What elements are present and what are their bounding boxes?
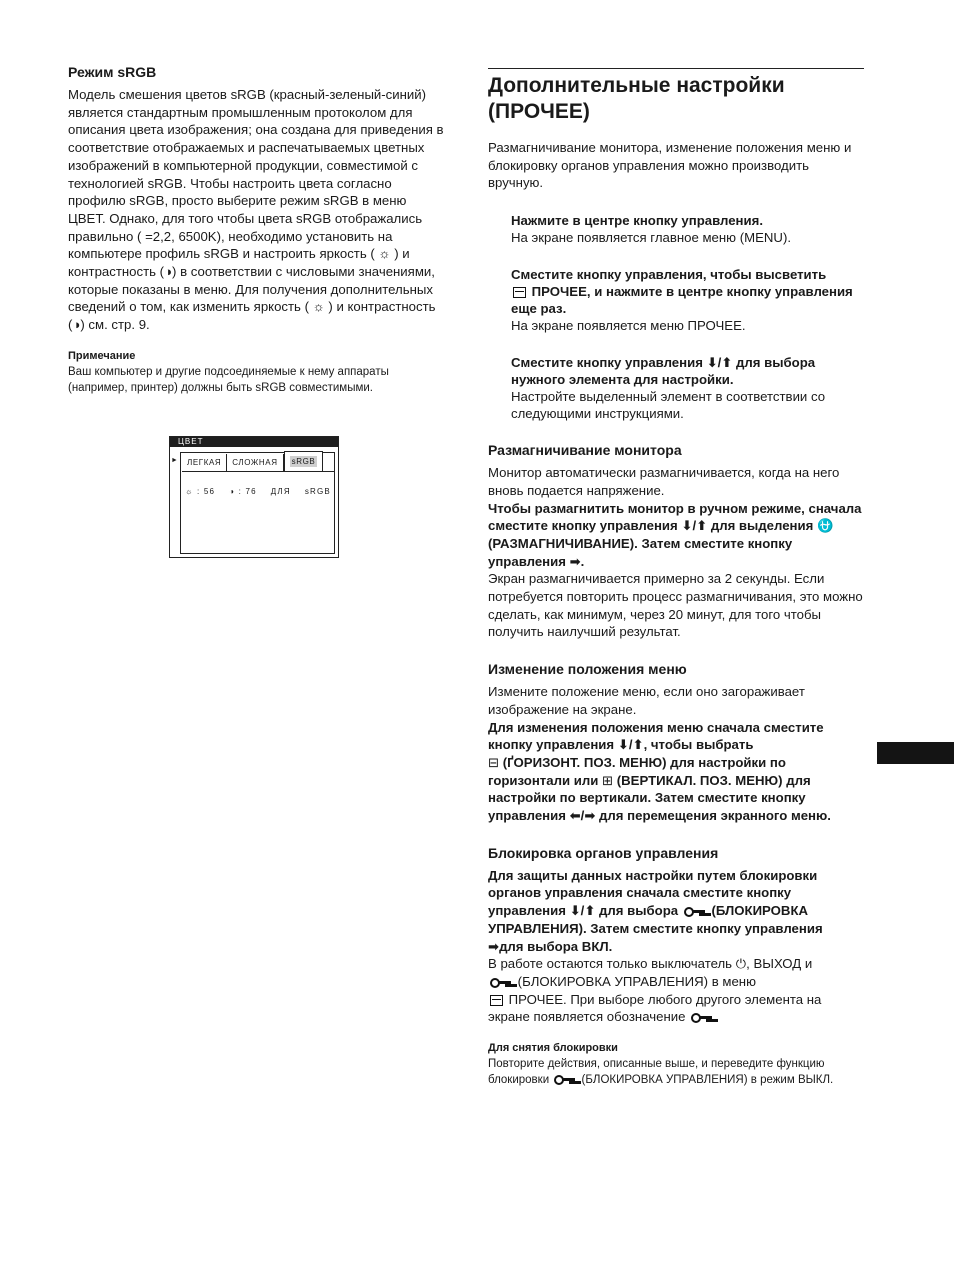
down-up-arrow-icon: ⬇/⬆ xyxy=(617,737,644,753)
contrast-icon: ◑ xyxy=(164,264,173,280)
brightness-icon: ☼ xyxy=(308,299,329,315)
osd-pointer-icon: ► xyxy=(171,457,178,464)
chapter-tab-marker xyxy=(877,742,954,764)
right-column xyxy=(488,68,864,1088)
step-2 xyxy=(511,266,864,334)
step-1-instruction: Нажмите в центре кнопку управления. xyxy=(511,213,763,229)
srgb-text-5: ) см. стр. 9. xyxy=(80,317,150,333)
step-3 xyxy=(511,354,864,422)
contrast-icon: ◑ xyxy=(229,487,236,496)
unlock-heading: Для снятия блокировки xyxy=(488,1042,618,1055)
contrast-icon: ◑ xyxy=(72,317,81,333)
step-1-result: На экране появляется главное меню (MENU). xyxy=(511,230,791,246)
toolbox-icon xyxy=(513,287,526,298)
osd-brightness: ☼ : 56 xyxy=(185,487,216,496)
note-text: Ваш компьютер и другие подсоединяемые к нему аппараты (например, принтер) должны быть sRGB совместимыми. xyxy=(68,365,389,394)
right-arrow-icon: ➡ xyxy=(488,938,500,954)
step-2-instruction: Сместите кнопку управления, чтобы высветить ПРОЧЕЕ, и нажмите в центре кнопку управления еще раз. xyxy=(511,267,853,317)
toolbox-icon xyxy=(490,995,503,1006)
page-title: Дополнительные настройки (ПРОЧЕЕ) xyxy=(488,68,864,125)
brightness-icon: ☼ xyxy=(185,487,194,496)
brightness-icon: ☼ xyxy=(374,246,395,262)
osd-color-menu xyxy=(169,436,339,558)
osd-values-row xyxy=(185,487,331,496)
degauss-icon: ⛎ xyxy=(817,518,834,534)
key-icon xyxy=(691,1013,713,1023)
osd-contrast: ◑ : 76 xyxy=(229,487,257,496)
key-icon xyxy=(684,907,706,917)
left-right-arrow-icon: ⬅/➡ xyxy=(569,808,596,824)
note-title: Примечание xyxy=(68,349,136,362)
menu-position-heading: Изменение положения меню xyxy=(488,661,687,678)
v-position-icon: ⊞ xyxy=(602,772,614,788)
menu-position-body: Измените положение меню, если оно загораживает изображение на экране. Для изменения положения меню сначала сместите кнопку управления ⬇/⬆, чтобы выбрать ⊟ (ҐОРИЗОНТ. ПОЗ. МЕНЮ) для настройки по горизонтали или ⊞ (ВЕРТИКАЛ. ПОЗ. МЕНЮ) для настройки по вертикали. Затем сместите кнопку управления ⬅/➡ для перемещения экранного меню. xyxy=(488,684,831,824)
degauss-heading: Размагничивание монитора xyxy=(488,442,682,459)
osd-panel xyxy=(180,452,335,554)
unlock-body: Повторите действия, описанные выше, и переведите функцию блокировки (БЛОКИРОВКА УПРАВЛЕНИЯ) в режим ВЫКЛ. xyxy=(488,1058,834,1087)
degauss-body: Монитор автоматически размагничивается, когда на него вновь подается напряжение. Чтобы размагнитить монитор в ручном режиме, сначала сместите кнопку управления ⬇/⬆ для выделения ⛎ (РАЗМАГНИЧИВАНИЕ). Затем сместите кнопку управления ➡. Экран размагничивается примерно за 2 секунды. Если потребуется повторить процесс размагничивания, это можно сделать, как минимум, через 20 минут, для того чтобы получить наилучший результат. xyxy=(488,465,863,640)
srgb-text-3: ) в соответствии с числовыми значениями, которые показаны в меню. Для получения дополнительных сведений о том, как изменить яркость ( xyxy=(68,264,435,315)
intro-text: Размагничивание монитора, изменение положения меню и блокировку органов управления можно производить вручную. xyxy=(488,140,852,191)
step-3-result: Настройте выделенный элемент в соответствии со следующими инструкциями. xyxy=(511,389,826,422)
srgb-paragraph xyxy=(68,86,444,334)
osd-tab-easy: ЛЕГКАЯ xyxy=(182,454,227,471)
step-1 xyxy=(511,212,864,246)
osd-tabs xyxy=(182,454,334,472)
h-position-icon: ⊟ xyxy=(488,754,500,770)
lock-body: Для защиты данных настройки путем блокировки органов управления сначала сместите кнопку управления ⬇/⬆ для выбора (БЛОКИРОВКА УПРАВЛЕНИЯ). Затем сместите кнопку управления ➡для выбора ВКЛ. В работе остаются только выключатель ⏻, ВЫХОД и (БЛОКИРОВКА УПРАВЛЕНИЯ) в меню ПРОЧЕЕ. При выборе любого другого элемента на экране появляется обозначение . xyxy=(488,867,823,1025)
srgb-text-1: Модель смешения цветов sRGB (красный-зеленый-синий) является стандартным промышленным протоколом для описания цвета изображения; она создана для приведения в соответствие отображаемых и распечатываемых цветных изображений в компьютерной продукции, совместимой с технологией sRGB. Чтобы настроить цвета согласно профилю sRGB, просто выберите режим sRGB в меню ЦВЕТ. Однако, для того чтобы цвета sRGB отображались правильно ( =2,2, 6500K), необходимо установить на компьютере профиль sRGB и настроить яркость ( xyxy=(68,87,444,262)
key-icon xyxy=(490,978,512,988)
osd-header: ЦВЕТ xyxy=(170,437,338,447)
lock-heading: Блокировка органов управления xyxy=(488,844,719,861)
down-up-arrow-icon: ⬇/⬆ xyxy=(706,355,733,371)
down-up-arrow-icon: ⬇/⬆ xyxy=(569,903,596,919)
step-2-result: На экране появляется меню ПРОЧЕЕ. xyxy=(511,318,746,334)
key-icon xyxy=(554,1075,576,1085)
srgb-heading: Режим sRGB xyxy=(68,64,157,80)
srgb-text-4: ) и контрастность ( xyxy=(68,299,436,333)
power-icon: ⏻ xyxy=(735,956,747,972)
down-up-arrow-icon: ⬇/⬆ xyxy=(681,518,708,534)
osd-tab-expert: СЛОЖНАЯ xyxy=(227,454,283,471)
left-column xyxy=(68,64,444,396)
right-arrow-icon: ➡ xyxy=(569,553,581,569)
step-3-instruction: Сместите кнопку управления ⬇/⬆ для выбора нужного элемента для настройки. xyxy=(511,355,816,388)
osd-tab-srgb: sRGB xyxy=(284,451,324,471)
srgb-text-2: ) и контрастность ( xyxy=(68,246,410,280)
osd-for-label: ДЛЯ xyxy=(270,487,291,496)
osd-srgb-label: sRGB xyxy=(304,487,331,496)
